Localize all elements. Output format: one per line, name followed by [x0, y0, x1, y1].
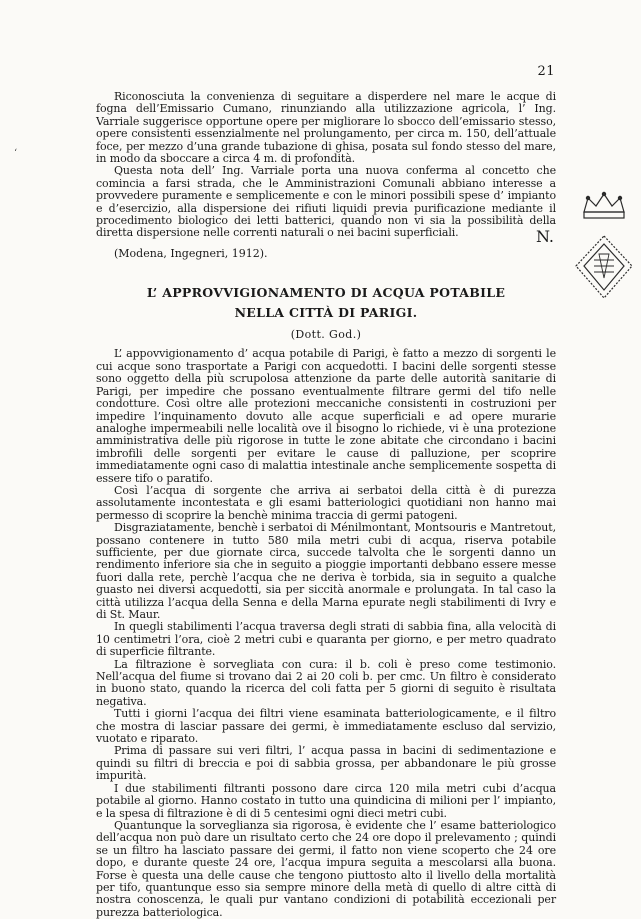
library-stamp-crown-icon — [572, 190, 636, 310]
article-paragraph-3: Disgraziatamente, benchè i serbatoi di Ménilmontant, Montsouris e Mantretout, possano contenere in tutto 580 mila metri cubi di acqua, riserva potabile sufficiente, per due giornate circa, succede talvolta che le sorgenti danno un rendimento inferiore sia che in seguito a pioggie importanti debbano essere messe fuori dalla rete, perchè l’acqua che ne deriva è torbida, sia in seguito a qualche guasto nei diversi acquedotti, sia per siccità anormale e prolungata. In tal caso la città utilizza l’acqua della Senna e della Marna epurate negli stabilimenti di Ivry e di St. Maur. — [96, 521, 556, 622]
article-paragraph-1: L’ appovvigionamento d’ acqua potabile di Parigi, è fatto a mezzo di sorgenti le cui acque sono trasportate a Parigi con acquedotti. I bacini delle sorgenti stesse sono oggetto della più scrupolosa attenzione da parte delle autorità sanitarie di Parigi, per impedire che possano eventualmente filtrare germi del tifo nelle condotture. Così oltre alle protezioni meccaniche consistenti in costruzioni per impedire l’inquinamento dovuto alle acque superficiali e ad opere murarie analoghe impermeabili nelle località ove il bisogno lo richiede, vi è una protezione amministrativa delle più rigorose in tutte le zone abitate che circondano i bacini imbrofili delle sorgenti per evitare le cause di palluzione, per scoprire immediatamente ogni caso di malattia intestinale anche semplicemente sospetta di essere tifo o paratifo. — [96, 347, 556, 485]
article-paragraph-6: Tutti i giorni l’acqua dei filtri viene esaminata batteriologicamente, e il filtro che mostra di lasciar passare dei germi, è immediatamente escluso dal servizio, vuotato e riparato. — [96, 707, 556, 746]
prev-source: (Modena, Ingegneri, 1912). — [114, 247, 268, 261]
article-title-line-2: NELLA CITTÀ DI PARIGI. — [234, 305, 418, 321]
article-author: (Dott. God.) — [290, 328, 362, 342]
page-number: 21 — [537, 64, 555, 79]
prev-paragraph-2: Questa nota dell’ Ing. Varriale porta una nuova conferma al concetto che comincia a farsi strada, che le Amministrazioni Comunali abbiano interesse a provvedere puramente e semplicemente e con le minori possibili spese d’ impianto e d’esercizio, alla dispersione dei rifiuti liquidi previa purificazione mediante il procedimento biologico dei letti batterici, quando non vi sia la possibilità della diretta dispersione nelle correnti naturali o nei bacini superficiali. — [96, 164, 556, 240]
article-paragraph-4: In quegli stabilimenti l’acqua traversa degli strati di sabbia fina, alla velocità di 10 centimetri l’ora, cioè 2 metri cubi e quaranta per giorno, e per metro quadrato di superficie filtrante. — [96, 620, 556, 659]
article-paragraph-8: I due stabilimenti filtranti possono dare circa 120 mila metri cubi d’acqua potabile al giorno. Hanno costato in tutto una quindicina di milioni per l’ impianto, e la spesa di filtrazione è di di 5 centesimi ogni dieci metri cubi. — [96, 781, 556, 820]
article-paragraph-5: La filtrazione è sorvegliata con cura: il b. coli è preso come testimonio. Nell’acqua del fiume si trovano dai 2 ai 20 coli b. per cmc. Un filtro è considerato in buono stato, quando la ricerca del coli fatta per 5 giorni di seguito è risultata negativa. — [96, 657, 556, 708]
page-content — [96, 91, 556, 919]
margin-mark: ‘ — [14, 148, 18, 159]
article-title-line-1: L’ APPROVVIGIONAMENTO DI ACQUA POTABILE — [146, 285, 506, 301]
prev-signature: N. — [535, 227, 554, 247]
article-title — [96, 283, 556, 323]
prev-paragraph-1: Riconosciuta la convenienza di seguitare a disperdere nel mare le acque di fogna dell’Emissario Cumano, rinunziando alla utilizzazione agricola, l’ Ing. Varriale suggerisce opportune opere per migliorare lo sbocco dell’emissario stesso, opere consistenti essenzialmente nel prolungamento, per circa m. 150, dell’attuale foce, per mezzo d’una grande tubazione di ghisa, posata sul fondo stesso del mare, in modo da sboccare a circa 4 m. di profondità. — [96, 90, 556, 166]
article-paragraph-7: Prima di passare sui veri filtri, l’ acqua passa in bacini di sedimentazione e quindi su filtri di breccia e poi di sabbia grossa, per abbandonare le più grosse impurità. — [96, 744, 556, 783]
article-paragraph-2: Così l’acqua di sorgente che arriva ai serbatoi della città è di purezza assolutamente incontestata e gli esami batteriologici quotidiani non hanno mai permesso di scoprire la benchè minima traccia di germi patogeni. — [96, 483, 556, 522]
article-paragraph-9: Quantunque la sorveglianza sia rigorosa, è evidente che l’ esame batteriologico dell’acqua non può dare un risultato certo che 24 ore dopo il prelevamento ; quindi se un filtro ha lasciato passare dei germi, il fatto non viene scoperto che 24 ore dopo, e durante queste 24 ore, l’acqua impura seguita a mescolarsi alla buona. Forse è questa una delle cause che tengono piuttosto alto il livello della mortalità per tifo, quantunque esso sia sempre minore della metà di quello di altre città di nostra conoscenza, le quali pur vantano condizioni di potabilità eccezionali per purezza batteriologica. — [96, 818, 556, 919]
